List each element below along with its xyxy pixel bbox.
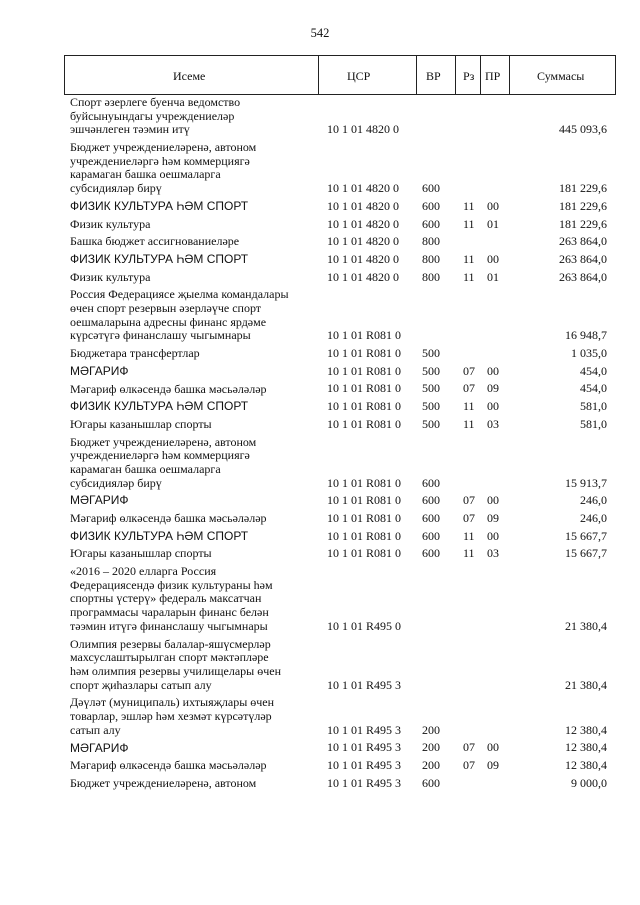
table-row xyxy=(0,530,640,544)
row-csr: 10 1 01 R495 3 xyxy=(327,775,402,790)
row-sum: 21 380,4 xyxy=(565,618,607,633)
row-name xyxy=(70,141,308,196)
header-pr: ПР xyxy=(485,69,501,83)
row-name xyxy=(70,696,308,737)
row-sum: 181 229,6 xyxy=(559,198,607,213)
row-sum: 12 380,4 xyxy=(565,758,607,773)
table-row xyxy=(0,638,640,693)
row-sum: 181 229,6 xyxy=(559,216,607,231)
row-pr: 03 xyxy=(487,416,499,431)
row-csr: 10 1 01 R081 0 xyxy=(327,381,402,396)
row-name-line: Югары казанышлар спорты xyxy=(70,417,212,431)
row-name-line: Россия Федерациясе җыелма командалары xyxy=(70,288,289,302)
row-csr: 10 1 01 R081 0 xyxy=(327,363,402,378)
table-row xyxy=(0,288,640,343)
row-pr: 09 xyxy=(487,511,499,526)
row-csr: 10 1 01 R081 0 xyxy=(327,346,402,361)
header-divider xyxy=(509,56,510,94)
row-name xyxy=(70,400,308,414)
table-row xyxy=(0,271,640,285)
row-sum: 263 864,0 xyxy=(559,234,607,249)
row-csr: 10 1 01 R081 0 xyxy=(327,416,402,431)
row-rz: 11 xyxy=(463,269,475,284)
row-rz: 11 xyxy=(463,216,475,231)
row-pr: 00 xyxy=(487,399,499,414)
header-name: Исеме xyxy=(173,69,206,83)
row-csr: 10 1 01 R081 0 xyxy=(327,493,402,508)
row-name-line: Бюджетара трансфертлар xyxy=(70,347,200,361)
row-name-line: Югары казанышлар спорты xyxy=(70,547,212,561)
row-name-line: Мәгариф өлкәсендә башка мәсьәләләр xyxy=(70,512,267,526)
row-sum: 15 667,7 xyxy=(565,528,607,543)
row-name-line: тәэмин итүгә финанслашу чыгымнары xyxy=(70,619,268,633)
row-name xyxy=(70,235,308,249)
row-sum: 246,0 xyxy=(580,511,607,526)
row-sum: 15 667,7 xyxy=(565,546,607,561)
row-pr: 00 xyxy=(487,528,499,543)
table-row xyxy=(0,235,640,249)
row-sum: 9 000,0 xyxy=(571,775,607,790)
table-row xyxy=(0,436,640,491)
row-vr: 600 xyxy=(422,546,440,561)
row-csr: 10 1 01 4820 0 xyxy=(327,269,399,284)
row-name-line: ФИЗИК КУЛЬТУРА ҺӘМ СПОРТ xyxy=(70,529,249,543)
row-rz: 07 xyxy=(463,363,475,378)
row-name xyxy=(70,759,308,773)
table-row xyxy=(0,777,640,791)
row-vr: 500 xyxy=(422,346,440,361)
row-name xyxy=(70,565,308,633)
row-csr: 10 1 01 4820 0 xyxy=(327,251,399,266)
row-vr: 500 xyxy=(422,416,440,431)
table-row xyxy=(0,494,640,508)
row-vr: 200 xyxy=(422,740,440,755)
row-name-line: Бюджет учреждениеләренә, автоном xyxy=(70,435,257,449)
row-name-line: товарлар, эшләр һәм хезмәт күрсәтүләр xyxy=(70,710,272,724)
row-sum: 246,0 xyxy=(580,493,607,508)
row-pr: 00 xyxy=(487,363,499,378)
table-row xyxy=(0,218,640,232)
table-row xyxy=(0,742,640,756)
row-name-line: өчен спорт резервын әзерләүче спорт xyxy=(70,302,262,316)
header-divider xyxy=(416,56,417,94)
table-row xyxy=(0,418,640,432)
row-name-line: Башка бюджет ассигнованиеләре xyxy=(70,235,240,249)
row-name-line: Спорт әзерлеге буенча ведомство xyxy=(70,96,241,109)
table-row xyxy=(0,200,640,214)
row-csr: 10 1 01 R081 0 xyxy=(327,399,402,414)
row-pr: 00 xyxy=(487,493,499,508)
row-rz: 07 xyxy=(463,511,475,526)
row-vr: 600 xyxy=(422,511,440,526)
row-name xyxy=(70,418,308,432)
row-name xyxy=(70,253,308,267)
row-name-line: МӘГАРИФ xyxy=(70,494,129,508)
row-csr: 10 1 01 4820 0 xyxy=(327,181,399,196)
row-csr: 10 1 01 R081 0 xyxy=(327,528,402,543)
row-sum: 445 093,6 xyxy=(559,122,607,137)
table-row xyxy=(0,347,640,361)
row-vr: 800 xyxy=(422,269,440,284)
row-name-line: Мәгариф өлкәсендә башка мәсьәләләр xyxy=(70,382,267,396)
row-csr: 10 1 01 R081 0 xyxy=(327,475,402,490)
table-row xyxy=(0,253,640,267)
row-sum: 12 380,4 xyxy=(565,740,607,755)
row-name-line: эшчәнлеген тәэмин итү xyxy=(70,123,190,137)
header-vr: ВР xyxy=(426,69,441,83)
table-row xyxy=(0,696,640,737)
header-rz: Рз xyxy=(463,69,475,83)
table-row xyxy=(0,365,640,379)
row-vr: 600 xyxy=(422,775,440,790)
header-divider xyxy=(480,56,481,94)
row-name-line: Бюджет учреждениеләренә, автоном xyxy=(70,141,257,155)
row-sum: 454,0 xyxy=(580,363,607,378)
row-vr: 200 xyxy=(422,758,440,773)
row-name-line: ФИЗИК КУЛЬТУРА ҺӘМ СПОРТ xyxy=(70,199,249,213)
row-vr: 800 xyxy=(422,251,440,266)
row-csr: 10 1 01 R081 0 xyxy=(327,328,402,343)
row-csr: 10 1 01 R495 0 xyxy=(327,618,402,633)
row-name-line: спорт җиһазлары сатып алу xyxy=(70,678,212,692)
row-pr: 01 xyxy=(487,269,499,284)
row-name xyxy=(70,383,308,397)
page-number: 542 xyxy=(310,26,330,40)
row-name-line: «2016 – 2020 елларга Россия xyxy=(70,565,217,579)
header-divider xyxy=(455,56,456,94)
row-name-line: Федерациясендә физик культураны һәм xyxy=(70,578,273,592)
header-csr: ЦСР xyxy=(347,69,371,83)
row-rz: 11 xyxy=(463,416,475,431)
row-vr: 600 xyxy=(422,528,440,543)
row-csr: 10 1 01 4820 0 xyxy=(327,216,399,231)
row-name-line: буйсынуындагы учреждениеләр xyxy=(70,109,235,123)
row-name-line: учреждениеләргә һәм коммерциягә xyxy=(70,154,250,168)
row-csr: 10 1 01 4820 0 xyxy=(327,198,399,213)
row-sum: 454,0 xyxy=(580,381,607,396)
row-sum: 581,0 xyxy=(580,399,607,414)
row-name xyxy=(70,494,308,508)
row-sum: 15 913,7 xyxy=(565,475,607,490)
table-row xyxy=(0,400,640,414)
row-name xyxy=(70,200,308,214)
row-sum: 263 864,0 xyxy=(559,269,607,284)
row-rz: 11 xyxy=(463,528,475,543)
row-name xyxy=(70,742,308,756)
row-sum: 263 864,0 xyxy=(559,251,607,266)
row-pr: 03 xyxy=(487,546,499,561)
row-name-line: ФИЗИК КУЛЬТУРА ҺӘМ СПОРТ xyxy=(70,252,249,266)
row-vr: 600 xyxy=(422,493,440,508)
row-name-line: оешмаларына адресны финанс ярдәме xyxy=(70,315,267,329)
row-name-line: күрсәтүгә финанслашу чыгымнары xyxy=(70,329,251,343)
row-name-line: Бюджет учреждениеләренә, автоном xyxy=(70,776,257,790)
row-rz: 11 xyxy=(463,546,475,561)
row-rz: 11 xyxy=(463,251,475,266)
row-vr: 200 xyxy=(422,722,440,737)
row-csr: 10 1 01 R495 3 xyxy=(327,677,402,692)
row-name xyxy=(70,777,308,791)
table-row xyxy=(0,383,640,397)
row-pr: 00 xyxy=(487,251,499,266)
row-name-line: субсидияләр бирү xyxy=(70,476,162,490)
row-sum: 181 229,6 xyxy=(559,181,607,196)
row-vr: 600 xyxy=(422,216,440,231)
row-name-line: Мәгариф өлкәсендә башка мәсьәләләр xyxy=(70,759,267,773)
row-name-line: сатып алу xyxy=(70,723,121,737)
row-sum: 12 380,4 xyxy=(565,722,607,737)
table-row xyxy=(0,96,640,137)
row-csr: 10 1 01 R495 3 xyxy=(327,758,402,773)
row-csr: 10 1 01 4820 0 xyxy=(327,122,399,137)
row-name xyxy=(70,288,308,343)
row-name xyxy=(70,638,308,693)
row-name-line: МӘГАРИФ xyxy=(70,741,129,755)
row-sum: 581,0 xyxy=(580,416,607,431)
row-name-line: Физик культура xyxy=(70,217,151,231)
row-csr: 10 1 01 R081 0 xyxy=(327,511,402,526)
table-row xyxy=(0,547,640,561)
row-vr: 600 xyxy=(422,198,440,213)
row-name xyxy=(70,96,308,137)
row-pr: 09 xyxy=(487,758,499,773)
row-rz: 07 xyxy=(463,740,475,755)
row-vr: 600 xyxy=(422,181,440,196)
row-sum: 16 948,7 xyxy=(565,328,607,343)
row-vr: 600 xyxy=(422,475,440,490)
row-name-line: Дәүләт (муниципаль) ихтыяҗлары өчен xyxy=(70,696,275,710)
row-pr: 00 xyxy=(487,740,499,755)
row-vr: 500 xyxy=(422,399,440,414)
row-pr: 00 xyxy=(487,198,499,213)
row-vr: 500 xyxy=(422,363,440,378)
row-name xyxy=(70,436,308,491)
header-divider xyxy=(318,56,319,94)
table-header xyxy=(64,55,616,95)
row-vr: 800 xyxy=(422,234,440,249)
header-sum: Суммасы xyxy=(537,69,585,83)
table-body xyxy=(0,96,640,795)
row-sum: 21 380,4 xyxy=(565,677,607,692)
row-name-line: программасы чараларын финанс белән xyxy=(70,606,269,620)
row-rz: 07 xyxy=(463,381,475,396)
row-name xyxy=(70,547,308,561)
row-name-line: учреждениеләргә һәм коммерциягә xyxy=(70,449,250,463)
row-name-line: карамаган башка оешмаларга xyxy=(70,168,221,182)
row-csr: 10 1 01 R495 3 xyxy=(327,740,402,755)
row-csr: 10 1 01 4820 0 xyxy=(327,234,399,249)
row-name-line: һәм олимпия резервы училищелары өчен xyxy=(70,664,281,678)
row-name xyxy=(70,347,308,361)
row-name xyxy=(70,365,308,379)
row-sum: 1 035,0 xyxy=(571,346,607,361)
table-row xyxy=(0,759,640,773)
row-csr: 10 1 01 R495 3 xyxy=(327,722,402,737)
row-rz: 11 xyxy=(463,198,475,213)
row-rz: 07 xyxy=(463,493,475,508)
row-name xyxy=(70,218,308,232)
row-name-line: спортны үстерү» федераль максатчан xyxy=(70,592,262,606)
table-row xyxy=(0,141,640,196)
row-name-line: ФИЗИК КУЛЬТУРА ҺӘМ СПОРТ xyxy=(70,400,249,414)
row-vr: 500 xyxy=(422,381,440,396)
row-csr: 10 1 01 R081 0 xyxy=(327,546,402,561)
row-name-line: карамаган башка оешмаларга xyxy=(70,462,221,476)
row-name xyxy=(70,530,308,544)
row-name-line: субсидияләр бирү xyxy=(70,182,162,196)
row-name-line: махсуслаштырылган спорт мәктәпләре xyxy=(70,651,269,665)
row-rz: 11 xyxy=(463,399,475,414)
row-name xyxy=(70,512,308,526)
row-name-line: Олимпия резервы балалар-яшүсмерләр xyxy=(70,637,271,651)
row-name xyxy=(70,271,308,285)
row-rz: 07 xyxy=(463,758,475,773)
table-row xyxy=(0,512,640,526)
row-pr: 09 xyxy=(487,381,499,396)
row-name-line: МӘГАРИФ xyxy=(70,364,129,378)
row-name-line: Физик культура xyxy=(70,270,151,284)
row-pr: 01 xyxy=(487,216,499,231)
table-row xyxy=(0,565,640,634)
